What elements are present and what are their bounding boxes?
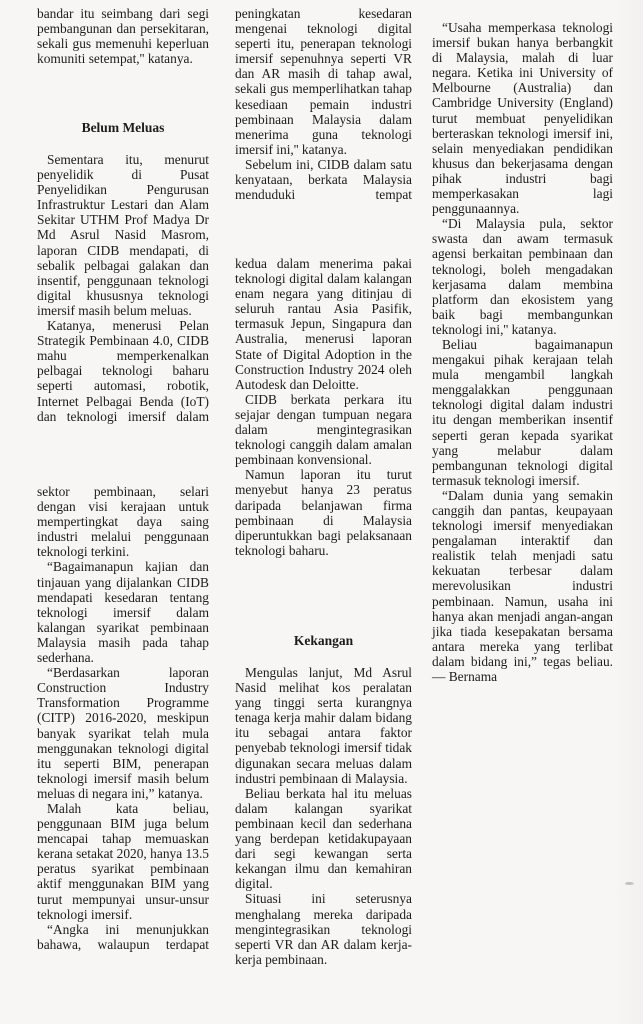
paragraph: sektor pembinaan, selari dengan visi kerajaan untuk mempertingkat daya saing industri melalui penggunaan teknologi terkini.	[37, 484, 209, 560]
paragraph: Sebelum ini, CIDB dalam satu kenyataan, berkata Malaysia menduduki tempat	[235, 156, 412, 203]
paragraph: kedua dalam menerima pakai teknologi digital dalam kalangan enam negara yang ditinjau di seluruh rantau Asia Pasifik, termasuk Jepun, Singapura dan Australia, menerusi laporan State of Digital Adoption in the Construction Industry 2024 oleh Autodesk dan Deloitte.	[235, 256, 412, 392]
col2-bottom-text	[235, 665, 412, 967]
paragraph: “Di Malaysia pula, sektor swasta dan awam termasuk agensi berkaitan pembinaan dan teknologi, boleh mengadakan kerjasama dalam membina platform dan ekosistem yang baik bagi membangunkan teknologi ini,'' katanya.	[432, 216, 613, 337]
col2-mid-text	[235, 256, 412, 558]
paragraph: “Usaha memperkasa teknologi imersif bukan hanya berbangkit di Malaysia, malah di luar negara. Ketika ini University of Melbourne (Australia) dan Cambridge University (England) turut membuat penyelidikan berteraskan teknologi imersif ini, selain menyediakan pendidikan khusus dan bekerjasama dengan pihak industri bagi memperkasakan lagi penggunaannya.	[432, 20, 613, 217]
col1-top-text	[37, 6, 209, 66]
paragraph: CIDB berkata perkara itu sejajar dengan tumpuan negara dalam mengintegrasikan teknologi canggih dalam amalan pembinaan konvensional.	[235, 391, 412, 468]
page-edge-shadow	[613, 0, 643, 1024]
paragraph: bandar itu seimbang dari segi pembangunan dan persekitaran, sekali gus memenuhi keperluan komuniti setempat,'' katanya.	[37, 6, 209, 67]
paragraph: Beliau berkata hal itu meluas dalam kalangan syarikat pembinaan kecil dan sederhana yang berdepan ketidakupayaan dari segi kewangan serta kekangan ilmu dan kemahiran digital.	[235, 785, 412, 892]
col1-bottom-text	[37, 484, 209, 952]
paragraph: Mengulas lanjut, Md Asrul Nasid melihat kos peralatan yang tinggi serta kurangnya tenaga kerja mahir dalam bidang itu sebagai antara faktor penyebab teknologi imersif tidak digunakan secara meluas dalam industri pembinaan di Malaysia.	[235, 665, 412, 786]
paragraph: Namun laporan itu turut menyebut hanya 23 peratus daripada belanjawan firma pembinaan di Malaysia diperuntukkan bagi pelaksanaan teknologi baharu.	[235, 467, 412, 558]
paragraph: Situasi ini seterusnya menghalang mereka daripada mengintegrasikan teknologi seperti VR dan AR dalam kerja-kerja pembinaan.	[235, 891, 412, 967]
col2-top-text	[235, 6, 412, 202]
paragraph: “Dalam dunia yang semakin canggih dan pantas, keupayaan teknologi imersif menyediakan pengalaman interaktif dan realistik telah menjadi satu kekuatan terbesar dalam merevolusikan industri pembinaan. Namun, usaha ini hanya akan menjadi angan-angan jika tiada kesepakatan bersama antara mereka yang terlibat dalam bidang ini,” tegas beliau. — Bernama	[432, 487, 613, 685]
paragraph: “Angka ini menunjukkan bahawa, walaupun terdapat	[37, 921, 209, 952]
paragraph: “Berdasarkan laporan Construction Industry Transformation Programme (CITP) 2016-2020, meskipun banyak syarikat telah mula menggunakan teknologi digital itu seperti BIM, penerapan teknologi imersif masih belum meluas di negara ini,” katanya.	[37, 665, 209, 801]
paragraph: Katanya, menerusi Pelan Strategik Pembinaan 4.0, CIDB mahu memperkenalkan pelbagai teknologi baharu seperti automasi, robotik, Internet Pelbagai Benda (IoT) dan teknologi imersif dalam	[37, 318, 209, 424]
paragraph: peningkatan kesedaran mengenai teknologi digital seperti itu, penerapan teknologi imersif sepenuhnya seperti VR dan AR masih di tahap awal, sekali gus memperlihatkan tahap kesediaan pemain industri pembinaan Malaysia dalam menerima guna teknologi imersif ini,'' katanya.	[235, 6, 412, 157]
paragraph: Beliau bagaimanapun mengakui pihak kerajaan telah mula mengambil langkah menggalakkan penggunaan teknologi digital dalam industri itu dengan memberikan insentif seperti geran kepada syarikat yang melabur dalam pembangunan teknologi digital termasuk teknologi imersif.	[432, 336, 613, 488]
paragraph: Sementara itu, menurut penyelidik di Pusat Penyelidikan Pengurusan Infrastruktur Lestari dan Alam Sekitar UTHM Prof Madya Dr Md Asrul Nasid Masrom, laporan CIDB mendapati, di sebalik pelbagai galakan dan insentif, penggunaan teknologi digital khususnya teknologi imersif masih belum meluas.	[37, 152, 209, 318]
paragraph: “Bagaimanapun kajian dan tinjauan yang dijalankan CIDB mendapati kesedaran tentang teknologi imersif dalam kalangan syarikat pembinaan Malaysia masih pada tahap sederhana.	[37, 559, 209, 666]
col3-text	[432, 20, 613, 684]
col1-mid-text	[37, 152, 209, 424]
subhead-belum-meluas: Belum Meluas	[81, 120, 165, 135]
subhead-kekangan: Kekangan	[293, 633, 354, 648]
paragraph: Malah kata beliau, penggunaan BIM juga belum mencapai tahap memuaskan kerana setakat 2020, hanya 13.5 peratus syarikat pembinaan aktif menggunakan BIM yang turut mempunyai unsur-unsur teknologi imersif.	[37, 800, 209, 922]
